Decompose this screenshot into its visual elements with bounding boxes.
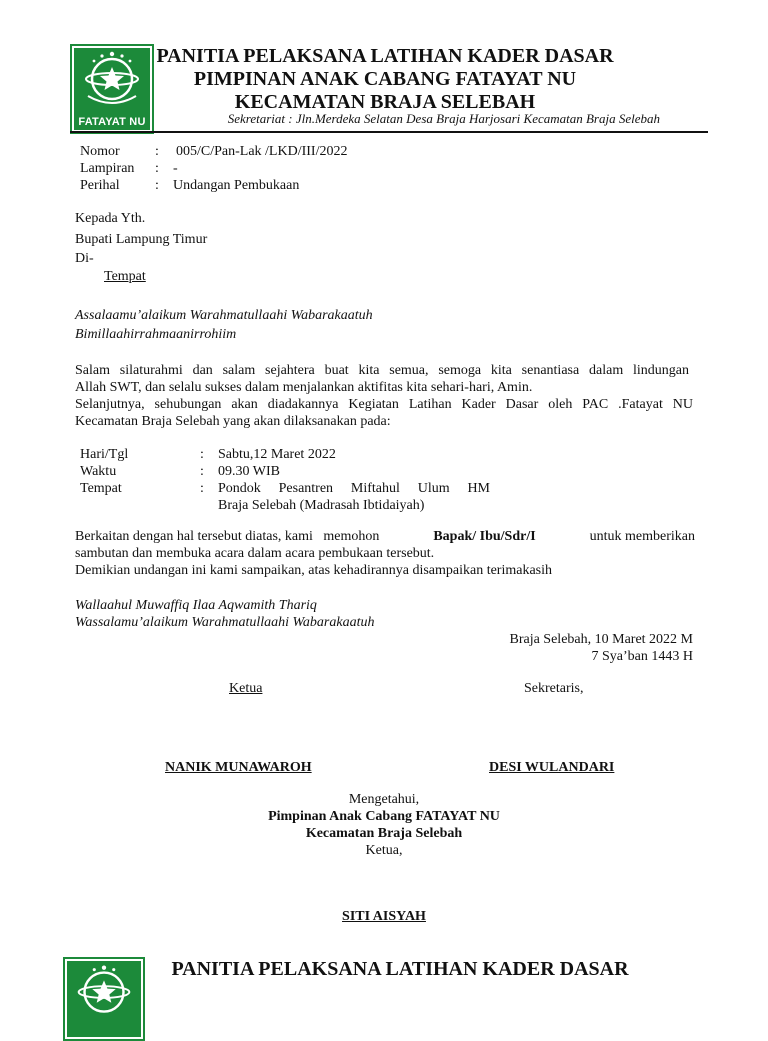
event-time-colon: :: [200, 464, 204, 479]
paragraph-3-line-1: [75, 528, 695, 545]
next-page-letterhead-line-1: PANITIA PELAKSANA LATIHAN KADER DASAR: [171, 958, 629, 980]
sekretaris-label: Sekretaris,: [524, 681, 584, 696]
event-place-colon: :: [200, 481, 204, 496]
lampiran-label: Lampiran: [80, 161, 135, 176]
recipient-line-4: Tempat: [104, 269, 146, 284]
nomor-value: 005/C/Pan-Lak /LKD/III/2022: [176, 144, 348, 159]
perihal-label: Perihal: [80, 178, 120, 193]
header-divider: [70, 131, 708, 133]
paragraph-1-line-1: Salam silaturahmi dan salam sejahtera buat kita semua, semoga kita senantiasa dalam lindungan: [75, 363, 689, 378]
nomor-label: Nomor: [80, 144, 120, 159]
letterhead-line-2: PIMPINAN ANAK CABANG FATAYAT NU: [193, 68, 577, 90]
ketua-label: Ketua: [229, 681, 263, 696]
closing-wassalam: Wassalamu’alaikum Warahmatullaahi Wabarakaatuh: [75, 615, 375, 630]
recipient-line-2: Bupati Lampung Timur: [75, 232, 208, 247]
perihal-colon: :: [155, 178, 159, 193]
event-place-value-line-2: Braja Selebah (Madrasah Ibtidaiyah): [218, 498, 425, 513]
paragraph-3-line-2: sambutan dan membuka acara dalam acara pembukaan tersebut.: [75, 546, 435, 561]
perihal-value: Undangan Pembukaan: [173, 178, 300, 193]
event-place-label: Tempat: [80, 481, 122, 496]
lampiran-value: -: [173, 161, 178, 176]
event-date-colon: :: [200, 447, 204, 462]
event-date-label: Hari/Tgl: [80, 447, 129, 462]
greeting-salam: Assalaamu’alaikum Warahmatullaahi Wabarakaatuh: [75, 308, 373, 323]
event-date-value: Sabtu,12 Maret 2022: [218, 447, 336, 462]
recipient-line-1: Kepada Yth.: [75, 211, 146, 226]
mengetahui-label: Mengetahui,: [348, 792, 420, 807]
paragraph-2-line-2: Kecamatan Braja Selebah yang akan dilaksanakan pada:: [75, 414, 391, 429]
event-time-label: Waktu: [80, 464, 117, 479]
event-time-value: 09.30 WIB: [218, 464, 280, 479]
paragraph-2-line-1: Selanjutnya, sehubungan akan diadakannya Kegiatan Latihan Kader Dasar oleh PAC .Fatayat NU: [75, 397, 693, 412]
closing-wallahul: Wallaahul Muwaffiq Ilaa Aqwamith Thariq: [75, 598, 317, 613]
letterhead-line-3: KECAMATAN BRAJA SELEBAH: [234, 91, 536, 113]
event-place-value-line-1: Pondok Pesantren Miftahul Ulum HM: [218, 481, 490, 496]
lampiran-colon: :: [155, 161, 159, 176]
fatayat-nu-logo-next-page: [63, 957, 145, 1041]
letter-date-hijri: 7 Sya’ban 1443 H: [591, 649, 693, 664]
paragraph-4: Demikian undangan ini kami sampaikan, atas kehadirannya disampaikan terimakasih: [75, 563, 553, 578]
org-line-1: Pimpinan Anak Cabang FATAYAT NU: [268, 809, 500, 824]
sekretaris-name: DESI WULANDARI: [489, 760, 615, 775]
nu-globe-emblem-icon: [72, 46, 152, 116]
letterhead-line-1: PANITIA PELAKSANA LATIHAN KADER DASAR: [156, 45, 614, 67]
nu-globe-emblem-icon: [65, 959, 143, 1029]
addressee-honorific: Bapak/ Ibu/Sdr/I: [433, 529, 536, 544]
recipient-line-3: Di-: [75, 251, 94, 266]
paragraph-3-text-b: untuk memberikan: [589, 529, 695, 544]
logo-text: FATAYAT NU: [78, 116, 146, 128]
secretariat-address: Sekretariat : Jln.Merdeka Selatan Desa Braja Harjosari Kecamatan Braja Selebah: [227, 111, 660, 126]
ketua-name: NANIK MUNAWAROH: [165, 760, 312, 775]
fatayat-nu-logo: [70, 44, 154, 134]
letter-date-masehi: Braja Selebah, 10 Maret 2022 M: [509, 632, 693, 647]
nomor-colon: :: [155, 144, 159, 159]
org-line-2: Kecamatan Braja Selebah: [305, 826, 463, 841]
greeting-basmalah: Bimillaahirrahmaanirrohiim: [75, 327, 237, 342]
org-role: Ketua,: [365, 843, 403, 858]
paragraph-1-line-2: Allah SWT, dan selalu sukses dalam menjalankan aktifitas kita sehari-hari, Amin.: [75, 380, 533, 395]
paragraph-3-text-a: Berkaitan dengan hal tersebut diatas, kami memohon: [75, 529, 380, 544]
org-chair-name: SITI AISYAH: [342, 909, 426, 924]
